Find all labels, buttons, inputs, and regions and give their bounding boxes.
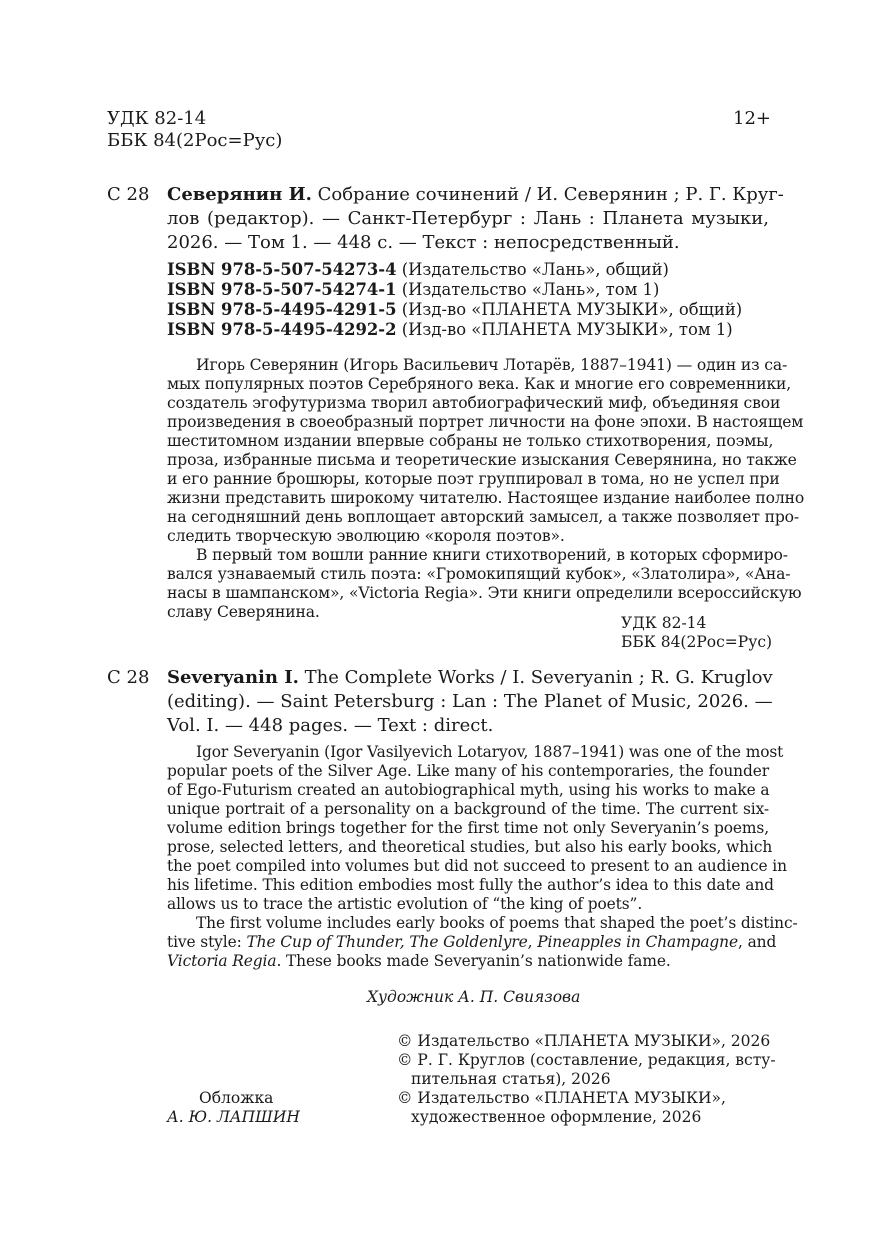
ru-title-line2: лов (редактор). — Санкт-Петербург : Лань : Планета музыки, <box>167 208 769 229</box>
ru-author: Северянин И. <box>167 184 312 205</box>
copyright-line: © Издательство «ПЛАНЕТА МУЗЫКИ», 2026 <box>397 1032 771 1050</box>
abstract-line: his lifetime. This edition embodies most fully the author’s idea to this date and <box>167 876 774 894</box>
cover-label: Обложка <box>199 1089 274 1107</box>
copyright-line: художественное оформление, 2026 <box>411 1108 702 1126</box>
ru-classification <box>621 614 772 652</box>
abstract-line: of Ego-Futurism created an autobiographical myth, using his works to make a <box>167 781 770 799</box>
abstract-line: Игорь Северянин (Игорь Васильевич Лотарёв, 1887–1941) — один из са- <box>196 356 788 374</box>
isbn-note: (Изд-во «ПЛАНЕТА МУЗЫКИ», общий) <box>396 300 743 319</box>
abstract-line: unique portrait of a personality on a background of the time. The current six- <box>167 800 769 818</box>
abstract-line: проза, избранные письма и теоретические изыскания Северянина, но также <box>167 451 797 469</box>
text-run: , <box>527 933 538 951</box>
text-run: . These books made Severyanin’s nationwide fame. <box>276 952 671 970</box>
abstract-line: насы в шампанском», «Victoria Regia». Эти книги определили всероссийскую <box>167 584 802 602</box>
abstract-line: произведения в своеобразный портрет личности на фоне эпохи. В настоящем <box>167 413 804 431</box>
copyright-line: © Издательство «ПЛАНЕТА МУЗЫКИ», <box>397 1089 726 1107</box>
en-title-line2: (editing). — Saint Petersburg : Lan : The Planet of Music, 2026. — <box>167 691 773 712</box>
artist-credit: Художник А. П. Свиязова <box>367 988 581 1006</box>
en-author: Severyanin I. <box>167 667 299 688</box>
abstract-line: жизни представить широкому читателю. Настоящее издание наиболее полно <box>167 489 805 507</box>
abstract-line: В первый том вошли ранние книги стихотворений, в которых сформиро- <box>196 546 788 564</box>
book-title: Victoria Regia <box>167 952 277 970</box>
abstract-line: шеститомном издании впервые собраны не только стихотворения, поэмы, <box>167 432 774 450</box>
text-run: tive style: <box>167 933 247 951</box>
header-bbk: ББК 84(2Рос=Рус) <box>107 130 283 151</box>
copyright-line: пительная статья), 2026 <box>411 1070 611 1088</box>
abstract-line: на сегодняшний день воплощает авторский замысел, а также позволяет про- <box>167 508 800 526</box>
isbn-note: (Издательство «Лань», общий) <box>396 260 669 279</box>
abstract-line: следить творческую эволюцию «короля поэтов». <box>167 527 565 545</box>
cover-designer: А. Ю. ЛАПШИН <box>167 1108 300 1126</box>
abstract-line: и его ранние брошюры, которые поэт группировал в тома, но не успел при <box>167 470 780 488</box>
ru-bbk: ББК 84(2Рос=Рус) <box>621 633 773 651</box>
age-rating: 12+ <box>733 108 771 129</box>
isbn-number: ISBN 978-5-507-54274-1 <box>167 280 397 299</box>
abstract-line: создатель эгофутуризма творил автобиографический миф, объединяя свои <box>167 394 781 412</box>
abstract-line: вался узнаваемый стиль поэта: «Громокипящий кубок», «Златолира», «Ана- <box>167 565 791 583</box>
header-udk: УДК 82-14 <box>107 108 207 129</box>
ru-shelf-mark: С 28 <box>107 184 150 205</box>
copyright-line: © Р. Г. Круглов (составление, редакция, всту- <box>397 1051 776 1069</box>
book-title: The Cup of Thunder, The Goldenlyre <box>246 933 528 951</box>
isbn-number: ISBN 978-5-507-54273-4 <box>167 260 397 279</box>
ru-title-line3: 2026. — Том 1. — 448 с. — Текст : непосредственный. <box>167 232 680 253</box>
en-shelf-mark: С 28 <box>107 667 150 688</box>
isbn-note: (Издательство «Лань», том 1) <box>396 280 660 299</box>
abstract-line: popular poets of the Silver Age. Like many of his contemporaries, the founder <box>167 762 769 780</box>
abstract-line: allows us to trace the artistic evolution of “the king of poets”. <box>167 895 643 913</box>
abstract-line: the poet compiled into volumes but did not succeed to present to an audience in <box>167 857 787 875</box>
isbn-number: ISBN 978-5-4495-4292-2 <box>167 320 397 339</box>
en-title-line3: Vol. I. — 448 pages. — Text : direct. <box>167 715 494 736</box>
abstract-line: мых популярных поэтов Серебряного века. Как и многие его современники, <box>167 375 792 393</box>
abstract-line <box>167 933 777 951</box>
abstract-line: Igor Severyanin (Igor Vasilyevich Lotaryov, 1887–1941) was one of the most <box>196 743 784 761</box>
ru-udk: УДК 82-14 <box>621 614 707 632</box>
isbn-number: ISBN 978-5-4495-4291-5 <box>167 300 397 319</box>
ru-title-line1: Собрание сочинений / И. Северянин ; Р. Г. Круг- <box>311 184 784 205</box>
isbn-note: (Изд-во «ПЛАНЕТА МУЗЫКИ», том 1) <box>396 320 733 339</box>
text-run: , and <box>737 933 777 951</box>
abstract-line <box>167 952 671 970</box>
abstract-line: volume edition brings together for the first time not only Severyanin’s poems, <box>167 819 769 837</box>
abstract-line: The first volume includes early books of poems that shaped the poet’s distinc- <box>196 914 798 932</box>
abstract-line: славу Северянина. <box>167 603 320 621</box>
abstract-line: prose, selected letters, and theoretical studies, but also his early books, which <box>167 838 773 856</box>
book-title: Pineapples in Champagne <box>537 933 738 951</box>
en-title-line1: The Complete Works / I. Severyanin ; R. G. Kruglov <box>298 667 773 688</box>
